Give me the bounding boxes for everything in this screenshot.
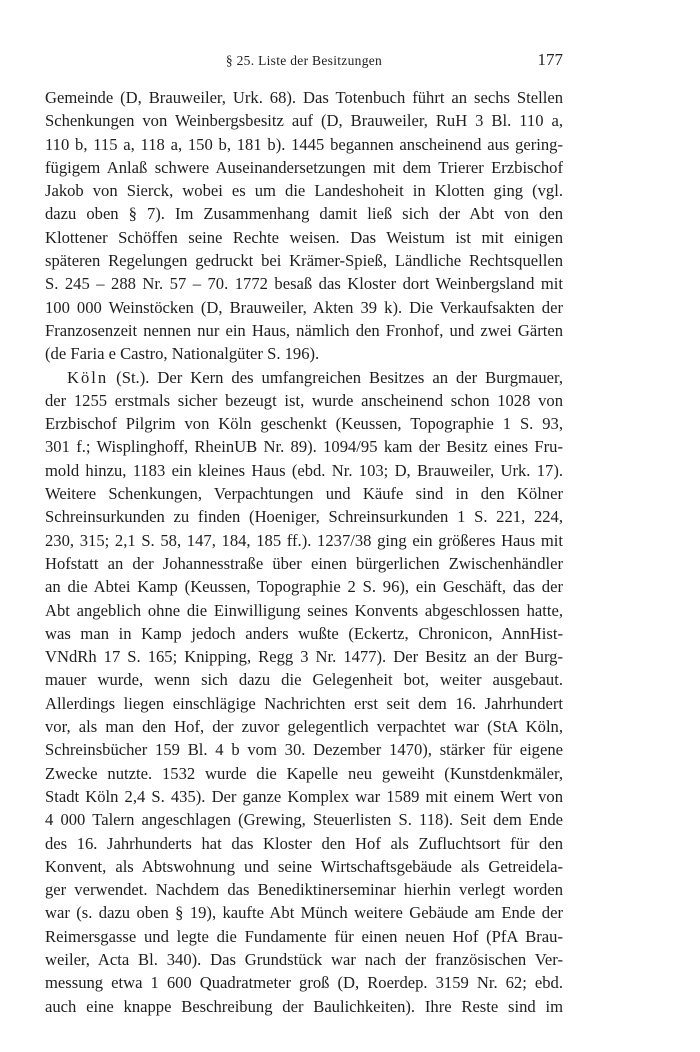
text-line: Jakob von Sierck, wobei es um die Landeshoheit in Klotten ging (vgl.	[45, 181, 563, 201]
text-line: Allerdings liegen einschlägige Nachrichten erst seit dem 16. Jahrhundert	[45, 693, 563, 713]
place-heading: Köln	[67, 367, 109, 387]
text-line: Reimersgasse und legte die Fundamente für einen neuen Hof (PfA Brau-	[45, 926, 563, 946]
text-line: VNdRh 17 S. 165; Knipping, Regg 3 Nr. 1477). Der Besitz an der Burg-	[45, 647, 563, 667]
text-line: Hofstatt an der Johannesstraße über einen bürgerlichen Zwischenhändler	[45, 553, 563, 573]
text-line-first	[45, 366, 563, 389]
text-line: 230, 315; 2,1 S. 58, 147, 184, 185 ff.). 1237/38 ging ein größeres Haus mit	[45, 530, 563, 550]
text-line: Konvent, als Abtswohnung und seine Wirtschaftsgebäude als Getreidela-	[45, 856, 563, 876]
text-line: messung etwa 1 600 Quadratmeter groß (D, Roerdep. 3159 Nr. 62; ebd.	[45, 973, 563, 993]
text-line: 110 b, 115 a, 118 a, 150 b, 181 b). 1445 begannen anscheinend aus gering-	[45, 134, 563, 154]
text-line: Abt angeblich ohne die Einwilligung seines Konvents abgeschlossen hatte,	[45, 600, 563, 620]
text-line: auch eine knappe Beschreibung der Baulichkeiten). Ihre Reste sind im	[45, 996, 563, 1016]
text-line: 100 000 Weinstöcken (D, Brauweiler, Akten 39 k). Die Verkaufsakten der	[45, 297, 563, 317]
text-line: der 1255 erstmals sicher bezeugt ist, wurde anscheinend schon 1028 von	[45, 390, 563, 410]
page-number: 177	[537, 50, 563, 69]
text-line: was man in Kamp jedoch anders wußte (Eckertz, Chronicon, AnnHist-	[45, 623, 563, 643]
text-line: fügigem Anlaß schwere Auseinandersetzungen mit dem Trierer Erzbischof	[45, 157, 563, 177]
text-line: Erzbischof Pilgrim von Köln geschenkt (Keussen, Topographie 1 S. 93,	[45, 414, 563, 434]
text-line: mauer wurde, wenn sich dazu die Gelegenheit bot, weiter ausgebaut.	[45, 670, 563, 690]
text-line: weiler, Acta Bl. 340). Das Grundstück war nach der französischen Ver-	[45, 949, 563, 969]
text-line: Weitere Schenkungen, Verpachtungen und Käufe sind in den Kölner	[45, 484, 563, 504]
running-title: § 25. Liste der Besitzungen	[225, 53, 383, 68]
running-head	[45, 50, 563, 72]
text-line: des 16. Jahrhunderts hat das Kloster den Hof als Zufluchtsort für den	[45, 833, 563, 853]
text-line: 4 000 Talern angeschlagen (Grewing, Steuerlisten S. 118). Seit dem Ende	[45, 810, 563, 830]
text-line-rest: (St.). Der Kern des umfangreichen Besitzes an der Burgmauer,	[108, 367, 563, 387]
text-line: an die Abtei Kamp (Keussen, Topographie 2 S. 96), ein Geschäft, das der	[45, 577, 563, 597]
text-line: S. 245 – 288 Nr. 57 – 70. 1772 besaß das Kloster dort Weinbergsland mit	[45, 274, 563, 294]
text-line: vor, als man den Hof, der zuvor gelegentlich verpachtet war (StA Köln,	[45, 717, 563, 737]
text-line: späteren Regelungen gedruckt bei Krämer-Spieß, Ländliche Rechtsquellen	[45, 251, 563, 271]
text-line: mold hinzu, 1183 ein kleines Haus (ebd. Nr. 103; D, Brauweiler, Urk. 17).	[45, 460, 563, 480]
text-line: Schenkungen von Weinbergsbesitz auf (D, Brauweiler, RuH 3 Bl. 110 a,	[45, 111, 563, 131]
text-line: Schreinsbücher 159 Bl. 4 b vom 30. Dezember 1470), stärker für eigene	[45, 740, 563, 760]
text-line: 301 f.; Wisplinghoff, RheinUB Nr. 89). 1094/95 kam der Besitz eines Fru-	[45, 437, 563, 457]
text-line: war (s. dazu oben § 19), kaufte Abt Münch weitere Gebäude am Ende der	[45, 903, 563, 923]
text-line: Franzosenzeit nennen nur ein Haus, nämlich den Fronhof, und zwei Gärten	[45, 320, 563, 340]
text-line: Klottener Schöffen seine Rechte weisen. Das Weistum ist mit einigen	[45, 227, 563, 247]
text-line: (de Faria e Castro, Nationalgüter S. 196).	[45, 344, 320, 364]
text-line: dazu oben § 7). Im Zusammenhang damit ließ sich der Abt von den	[45, 204, 563, 224]
paragraph-koeln	[45, 366, 563, 1018]
paragraph-klotten	[45, 86, 563, 366]
text-line: Schreinsurkunden zu finden (Hoeniger, Schreinsurkunden 1 S. 221, 224,	[45, 507, 563, 527]
text-line: Zwecke nutzte. 1532 wurde die Kapelle neu geweiht (Kunstdenkmäler,	[45, 763, 563, 783]
body-text	[45, 86, 563, 1018]
text-line: Stadt Köln 2,4 S. 435). Der ganze Komplex war 1589 mit einem Wert von	[45, 786, 563, 806]
text-line: Gemeinde (D, Brauweiler, Urk. 68). Das Totenbuch führt an sechs Stellen	[45, 88, 563, 107]
text-line: ger verwendet. Nachdem das Benediktinerseminar hierhin verlegt worden	[45, 880, 563, 900]
